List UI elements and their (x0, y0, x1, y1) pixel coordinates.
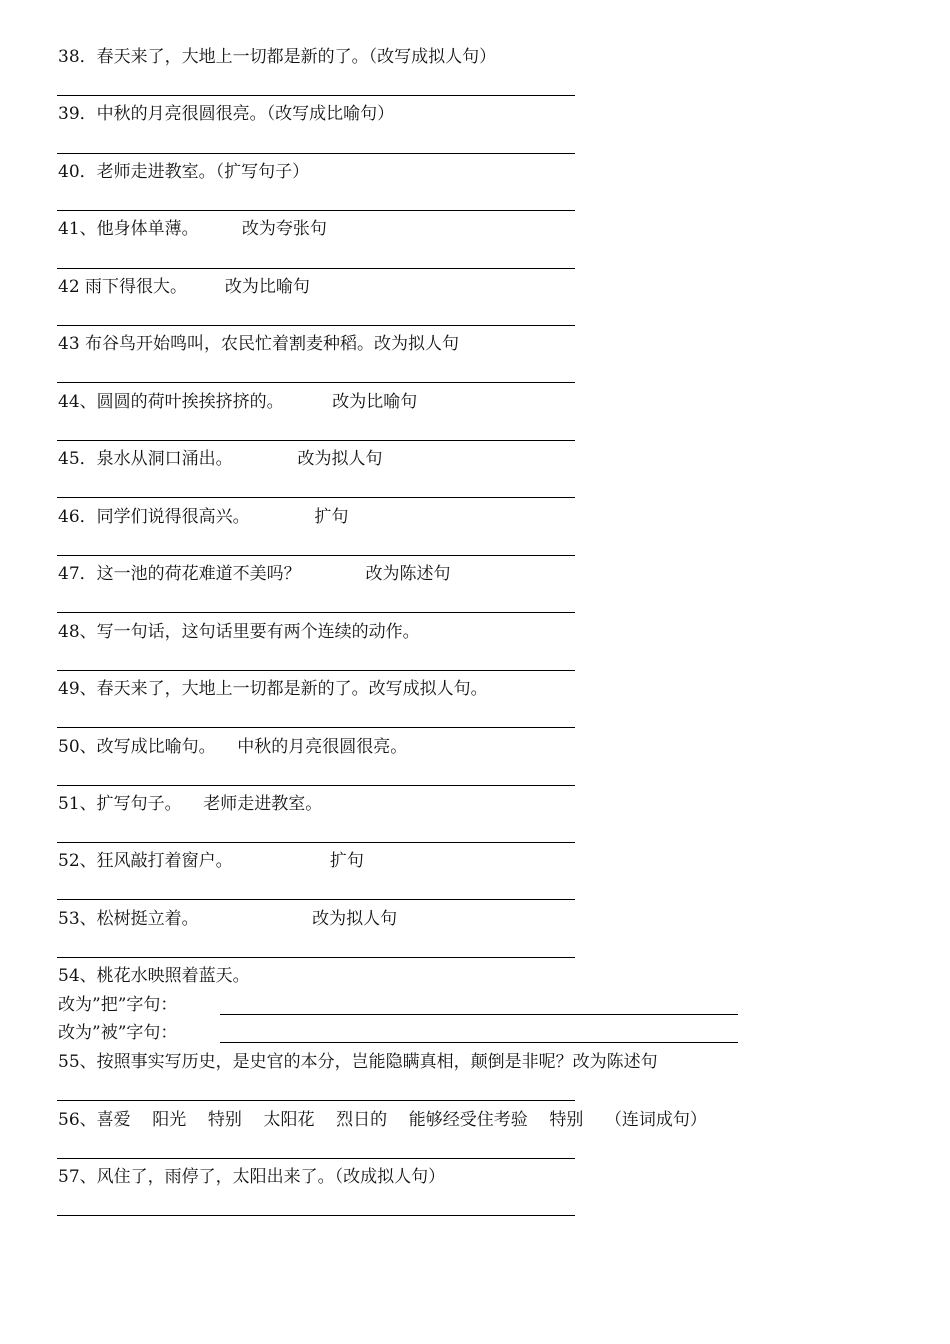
question-57: 57、风住了，雨停了，太阳出来了。（改成拟人句） (58, 1167, 446, 1187)
question-39: 39．中秋的月亮很圆很亮。（改写成比喻句） (58, 104, 395, 124)
question-47: 47．这一池的荷花难道不美吗？ 改为陈述句 (58, 564, 451, 584)
answer-line-45[interactable] (57, 497, 575, 498)
answer-line-52[interactable] (57, 899, 575, 900)
answer-line-57[interactable] (57, 1215, 575, 1216)
answer-line-47[interactable] (57, 612, 575, 613)
question-54: 54、桃花水映照着蓝天。 (58, 966, 250, 986)
question-41: 41、他身体单薄。 改为夸张句 (58, 219, 327, 239)
answer-line-53[interactable] (57, 957, 575, 958)
answer-line-41[interactable] (57, 268, 575, 269)
question-54-bei-prompt: 改为”被”字句： (58, 1023, 178, 1043)
answer-line-42[interactable] (57, 325, 575, 326)
question-50: 50、改写成比喻句。 中秋的月亮很圆很亮。 (58, 737, 408, 757)
question-56: 56、喜爱 阳光 特别 太阳花 烈日的 能够经受住考验 特别 （连词成句） (58, 1110, 707, 1130)
answer-line-46[interactable] (57, 555, 575, 556)
question-43: 43 布谷鸟开始鸣叫，农民忙着割麦种稻。改为拟人句 (58, 334, 460, 354)
answer-line-54-bei[interactable] (220, 1042, 738, 1043)
answer-line-50[interactable] (57, 785, 575, 786)
answer-line-55[interactable] (57, 1100, 575, 1101)
answer-line-44[interactable] (57, 440, 575, 441)
answer-line-40[interactable] (57, 210, 575, 211)
answer-line-43[interactable] (57, 382, 575, 383)
answer-line-39[interactable] (57, 153, 575, 154)
answer-line-51[interactable] (57, 842, 575, 843)
question-40: 40．老师走进教室。（扩写句子） (58, 162, 310, 182)
question-54-ba-prompt: 改为”把”字句： (58, 995, 178, 1015)
question-52: 52、狂风敲打着窗户。 扩句 (58, 851, 364, 871)
question-49: 49、春天来了，大地上一切都是新的了。改写成拟人句。 (58, 679, 488, 699)
answer-line-49[interactable] (57, 727, 575, 728)
question-42: 42 雨下得很大。 改为比喻句 (58, 277, 310, 297)
question-45: 45．泉水从洞口涌出。 改为拟人句 (58, 449, 383, 469)
answer-line-54-ba[interactable] (220, 1014, 738, 1015)
answer-line-48[interactable] (57, 670, 575, 671)
question-53: 53、松树挺立着。 改为拟人句 (58, 909, 398, 929)
question-48: 48、写一句话，这句话里要有两个连续的动作。 (58, 622, 420, 642)
question-51: 51、扩写句子。 老师走进教室。 (58, 794, 323, 814)
question-44: 44、圆圆的荷叶挨挨挤挤的。 改为比喻句 (58, 392, 418, 412)
question-55: 55、按照事实写历史，是史官的本分，岂能隐瞒真相，颠倒是非呢？改为陈述句 (58, 1052, 658, 1072)
answer-line-56[interactable] (57, 1158, 575, 1159)
question-46: 46．同学们说得很高兴。 扩句 (58, 507, 349, 527)
answer-line-38[interactable] (57, 95, 575, 96)
question-38: 38．春天来了，大地上一切都是新的了。（改写成拟人句） (58, 47, 497, 67)
